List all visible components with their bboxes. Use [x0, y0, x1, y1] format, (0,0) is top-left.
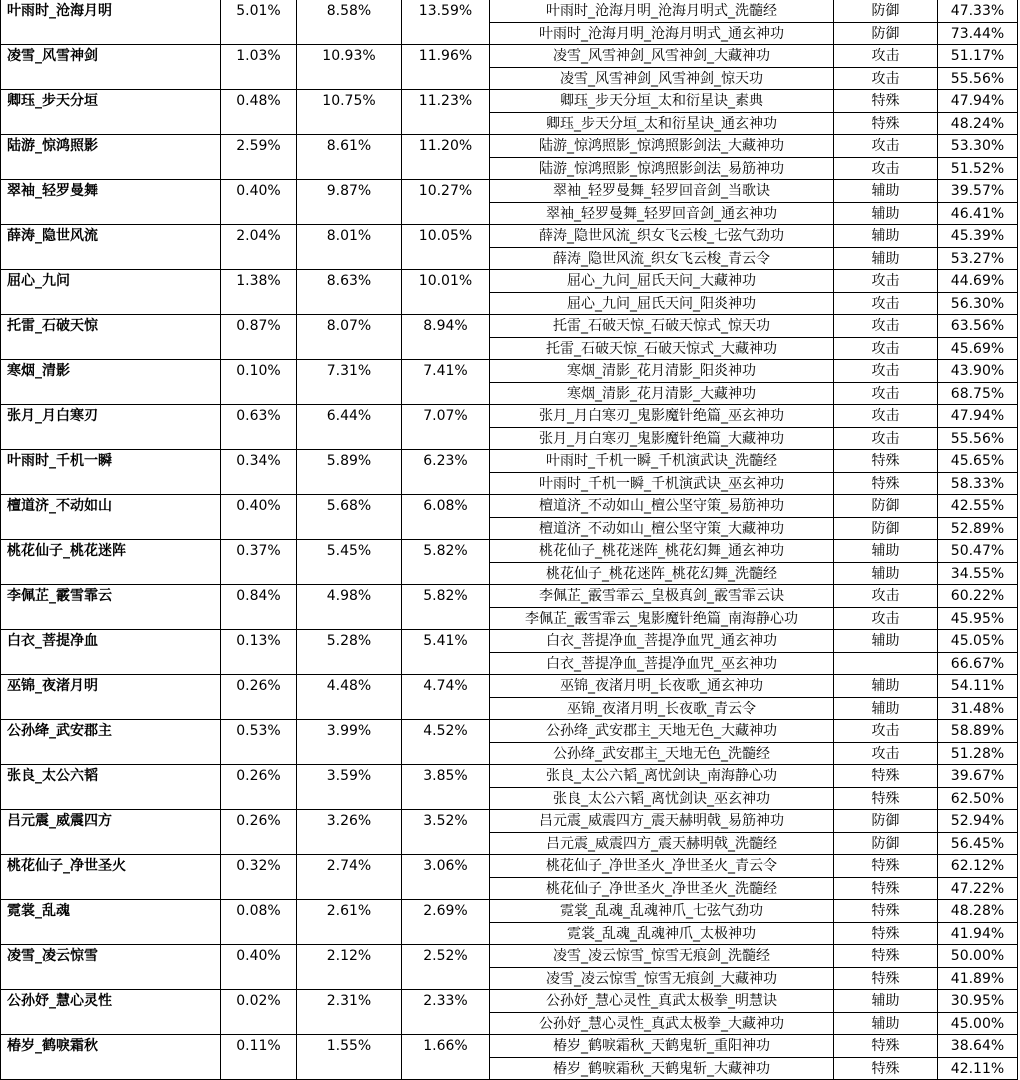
win-rate: 31.48% — [950, 700, 1005, 717]
build-combo: 叶雨时_千机一瞬_千机演武诀_洗髓经 — [546, 453, 777, 469]
hero-name: 公孙绛_武安郡主 — [7, 723, 112, 739]
usage-pct-1: 0.40% — [236, 183, 281, 199]
win-rate: 53.30% — [950, 138, 1005, 154]
usage-pct-total: 8.94% — [423, 318, 468, 334]
usage-pct-2: 3.99% — [326, 723, 372, 739]
build-type: 攻击 — [871, 610, 900, 627]
hero-name: 李佩芷_霰雪霏云 — [7, 588, 112, 604]
column-divider — [1017, 0, 1018, 1080]
build-combo: 陆游_惊鸿照影_惊鸿照影剑法_易筋神功 — [539, 160, 784, 177]
hero-name: 公孙妤_慧心灵性 — [7, 993, 112, 1009]
build-combo: 李佩芷_霰雪霏云_皇极真剑_霰雪霏云诀 — [539, 588, 784, 604]
hero-name: 卿珏_步天分垣 — [7, 93, 98, 109]
usage-pct-1: 0.08% — [236, 903, 281, 919]
build-combo: 凌雪_风雪神剑_风雪神剑_大藏神功 — [553, 48, 770, 64]
row-divider — [489, 112, 1018, 113]
build-combo: 桃花仙子_桃花迷阵_桃花幻舞_洗髓经 — [546, 565, 777, 582]
row-divider — [489, 832, 1018, 833]
usage-pct-1: 0.40% — [236, 948, 281, 964]
usage-pct-1: 0.02% — [236, 993, 281, 1009]
win-rate: 68.75% — [950, 385, 1005, 402]
build-type: 辅助 — [871, 633, 900, 649]
win-rate: 51.17% — [950, 48, 1005, 64]
build-combo: 桃花仙子_净世圣火_净世圣火_青云令 — [546, 858, 777, 874]
usage-pct-2: 10.75% — [322, 93, 376, 109]
build-type: 特殊 — [871, 453, 900, 469]
usage-pct-2: 10.93% — [322, 48, 376, 64]
win-rate: 51.52% — [950, 160, 1005, 177]
build-combo: 李佩芷_霰雪霏云_鬼影魔针绝篇_南海静心功 — [525, 610, 798, 627]
usage-pct-1: 0.48% — [236, 93, 281, 109]
usage-pct-2: 3.26% — [326, 813, 372, 829]
row-divider — [489, 1012, 1018, 1013]
build-type: 攻击 — [871, 70, 900, 87]
build-type: 攻击 — [871, 363, 900, 379]
build-combo: 卿珏_步天分垣_太和衍星诀_通玄神功 — [546, 115, 777, 132]
row-divider — [489, 697, 1018, 698]
usage-pct-total: 4.74% — [423, 678, 468, 694]
row-divider — [489, 607, 1018, 608]
win-rate: 54.11% — [950, 678, 1005, 694]
build-combo: 卿珏_步天分垣_太和衍星诀_素典 — [560, 93, 763, 109]
usage-pct-1: 0.84% — [236, 588, 281, 604]
build-combo: 公孙妤_慧心灵性_真武太极拳_大藏神功 — [539, 1015, 784, 1032]
hero-name: 陆游_惊鸿照影 — [7, 138, 98, 154]
usage-pct-1: 0.10% — [236, 363, 281, 379]
build-type: 防御 — [871, 25, 900, 42]
win-rate: 34.55% — [950, 565, 1005, 582]
build-combo: 寒烟_清影_花月清影_大藏神功 — [567, 385, 756, 402]
usage-pct-1: 0.87% — [236, 318, 281, 334]
row-divider — [489, 877, 1018, 878]
usage-pct-2: 5.28% — [326, 633, 372, 649]
win-rate: 45.65% — [950, 453, 1005, 469]
hero-name: 桃花仙子_桃花迷阵 — [7, 543, 126, 559]
build-type: 特殊 — [871, 790, 900, 807]
hero-name: 翠袖_轻罗曼舞 — [7, 183, 98, 199]
usage-pct-1: 0.34% — [236, 453, 281, 469]
build-combo: 张良_太公六韬_离忧剑诀_巫玄神功 — [553, 790, 770, 807]
build-type: 防御 — [871, 813, 900, 829]
win-rate: 39.57% — [950, 183, 1005, 199]
usage-pct-total: 5.82% — [423, 588, 468, 604]
build-type: 辅助 — [871, 678, 900, 694]
usage-pct-total: 4.52% — [423, 723, 468, 739]
win-rate: 45.69% — [950, 340, 1005, 357]
win-rate: 42.55% — [950, 498, 1005, 514]
hero-name: 薛涛_隐世风流 — [7, 228, 98, 244]
win-rate: 47.94% — [950, 93, 1005, 109]
build-type: 特殊 — [871, 903, 900, 919]
build-type: 防御 — [871, 3, 900, 19]
win-rate: 46.41% — [950, 205, 1005, 222]
win-rate: 58.33% — [950, 475, 1005, 492]
build-combo: 椿岁_鹤唳霜秋_天鹤鬼斩_重阳神功 — [553, 1038, 770, 1054]
build-combo: 霓裳_乱魂_乱魂神爪_太极神功 — [567, 925, 756, 942]
build-type: 辅助 — [871, 1015, 900, 1032]
build-type: 特殊 — [871, 925, 900, 942]
build-type: 特殊 — [871, 768, 900, 784]
usage-pct-2: 3.59% — [326, 768, 372, 784]
row-divider — [489, 652, 1018, 653]
win-rate: 62.50% — [950, 790, 1005, 807]
build-combo: 霓裳_乱魂_乱魂神爪_七弦气劲功 — [560, 903, 763, 919]
row-divider — [489, 382, 1018, 383]
build-combo: 翠袖_轻罗曼舞_轻罗回音剑_通玄神功 — [546, 205, 777, 222]
row-divider — [489, 1057, 1018, 1058]
usage-pct-total: 10.05% — [418, 228, 473, 244]
row-divider — [489, 742, 1018, 743]
win-rate: 45.95% — [950, 610, 1005, 627]
hero-name: 张良_太公六韬 — [7, 768, 98, 784]
build-type: 攻击 — [871, 385, 900, 402]
row-divider — [489, 337, 1018, 338]
usage-pct-2: 1.55% — [326, 1038, 372, 1054]
win-rate: 56.30% — [950, 295, 1005, 312]
build-combo: 叶雨时_沧海月明_沧海月明式_洗髓经 — [546, 3, 777, 19]
build-combo: 凌雪_风雪神剑_风雪神剑_惊天功 — [560, 70, 763, 87]
row-divider — [489, 922, 1018, 923]
build-combo: 凌雪_凌云惊雪_惊雪无痕剑_大藏神功 — [546, 970, 777, 987]
usage-pct-2: 6.44% — [326, 408, 372, 424]
hero-name: 凌雪_风雪神剑 — [7, 48, 98, 64]
usage-pct-1: 1.38% — [236, 273, 281, 289]
build-combo: 公孙绛_武安郡主_天地无色_洗髓经 — [553, 745, 770, 762]
usage-pct-total: 5.41% — [423, 633, 468, 649]
win-rate: 43.90% — [950, 363, 1005, 379]
usage-pct-1: 5.01% — [236, 3, 281, 19]
build-type: 辅助 — [871, 183, 900, 199]
hero-name: 叶雨时_千机一瞬 — [7, 453, 112, 469]
usage-pct-1: 0.53% — [236, 723, 281, 739]
usage-pct-total: 3.85% — [423, 768, 468, 784]
win-rate: 48.28% — [950, 903, 1005, 919]
build-combo: 檀道济_不动如山_檀公坚守策_大藏神功 — [539, 520, 784, 537]
build-type: 特殊 — [871, 93, 900, 109]
row-divider — [489, 472, 1018, 473]
build-type: 辅助 — [871, 543, 900, 559]
build-combo: 椿岁_鹤唳霜秋_天鹤鬼斩_大藏神功 — [553, 1060, 770, 1077]
usage-pct-1: 0.37% — [236, 543, 281, 559]
win-rate: 52.89% — [950, 520, 1005, 537]
win-rate: 38.64% — [950, 1038, 1005, 1054]
build-combo: 张月_月白寒刃_鬼影魔针绝篇_大藏神功 — [539, 430, 784, 447]
build-combo: 托雷_石破天惊_石破天惊式_大藏神功 — [546, 340, 777, 357]
usage-pct-total: 3.52% — [423, 813, 468, 829]
usage-pct-total: 11.96% — [418, 48, 473, 64]
hero-name: 檀道济_不动如山 — [7, 498, 112, 514]
win-rate: 47.22% — [950, 880, 1005, 897]
hero-name: 屈心_九问 — [7, 273, 70, 289]
build-combo: 公孙妤_慧心灵性_真武太极拳_明慧诀 — [546, 993, 777, 1009]
hero-name: 椿岁_鹤唳霜秋 — [7, 1038, 98, 1054]
hero-name: 白衣_菩提净血 — [7, 633, 98, 649]
usage-pct-1: 0.11% — [236, 1038, 281, 1054]
usage-pct-total: 7.07% — [423, 408, 468, 424]
usage-pct-2: 8.63% — [326, 273, 372, 289]
build-type: 特殊 — [871, 1060, 900, 1077]
build-type: 攻击 — [871, 408, 900, 424]
build-combo: 桃花仙子_净世圣火_净世圣火_洗髓经 — [546, 880, 777, 897]
hero-name: 桃花仙子_净世圣火 — [7, 858, 126, 874]
build-type: 特殊 — [871, 970, 900, 987]
build-type: 防御 — [871, 520, 900, 537]
build-combo: 叶雨时_沧海月明_沧海月明式_通玄神功 — [539, 25, 784, 42]
build-type: 辅助 — [871, 565, 900, 582]
win-rate: 62.12% — [950, 858, 1005, 874]
win-rate: 41.94% — [950, 925, 1005, 942]
usage-pct-2: 2.12% — [326, 948, 372, 964]
build-type: 特殊 — [871, 948, 900, 964]
build-combo: 公孙绛_武安郡主_天地无色_大藏神功 — [546, 723, 777, 739]
row-divider — [489, 967, 1018, 968]
build-combo: 屈心_九问_屈氏天问_大藏神功 — [567, 273, 756, 289]
build-combo: 托雷_石破天惊_石破天惊式_惊天功 — [553, 318, 770, 334]
win-rate: 50.47% — [950, 543, 1005, 559]
build-type: 特殊 — [871, 475, 900, 492]
build-combo: 陆游_惊鸿照影_惊鸿照影剑法_大藏神功 — [539, 138, 784, 154]
usage-pct-2: 8.01% — [326, 228, 372, 244]
usage-pct-total: 2.52% — [423, 948, 468, 964]
win-rate: 45.05% — [950, 633, 1005, 649]
build-type: 特殊 — [871, 1038, 900, 1054]
build-type — [834, 653, 937, 675]
usage-pct-total: 1.66% — [423, 1038, 468, 1054]
win-rate: 66.67% — [950, 655, 1005, 672]
win-rate: 47.94% — [950, 408, 1005, 424]
usage-pct-1: 0.26% — [236, 813, 281, 829]
usage-pct-total: 11.20% — [418, 138, 473, 154]
build-type: 攻击 — [871, 430, 900, 447]
row-divider — [489, 787, 1018, 788]
row-divider — [489, 247, 1018, 248]
hero-name: 叶雨时_沧海月明 — [7, 3, 112, 19]
usage-pct-total: 10.27% — [418, 183, 473, 199]
usage-pct-1: 1.03% — [236, 48, 281, 64]
build-combo: 叶雨时_千机一瞬_千机演武诀_巫玄神功 — [539, 475, 784, 492]
build-type: 防御 — [871, 498, 900, 514]
usage-pct-total: 11.23% — [418, 93, 473, 109]
hero-name: 霓裳_乱魂 — [7, 903, 70, 919]
usage-pct-2: 2.61% — [326, 903, 372, 919]
win-rate: 55.56% — [950, 70, 1005, 87]
build-type: 辅助 — [871, 228, 900, 244]
build-type: 攻击 — [871, 273, 900, 289]
build-type: 攻击 — [871, 318, 900, 334]
build-combo: 张良_太公六韬_离忧剑诀_南海静心功 — [546, 768, 777, 784]
hero-name: 凌雪_凌云惊雪 — [7, 948, 98, 964]
usage-pct-2: 7.31% — [326, 363, 372, 379]
build-combo: 桃花仙子_桃花迷阵_桃花幻舞_通玄神功 — [539, 543, 784, 559]
hero-name: 巫锦_夜渚月明 — [7, 678, 98, 694]
win-rate: 39.67% — [950, 768, 1005, 784]
win-rate: 60.22% — [950, 588, 1005, 604]
build-type: 特殊 — [871, 880, 900, 897]
win-rate: 47.33% — [950, 3, 1005, 19]
build-type: 攻击 — [871, 295, 900, 312]
build-type: 特殊 — [871, 858, 900, 874]
build-type: 特殊 — [871, 115, 900, 132]
usage-pct-2: 2.31% — [326, 993, 372, 1009]
build-combo: 凌雪_凌云惊雪_惊雪无痕剑_洗髓经 — [553, 948, 770, 964]
hero-name: 张月_月白寒刃 — [7, 408, 98, 424]
win-rate: 30.95% — [950, 993, 1005, 1009]
hero-name: 吕元震_威震四方 — [7, 813, 112, 829]
build-type: 攻击 — [871, 588, 900, 604]
row-divider — [489, 517, 1018, 518]
usage-pct-total: 6.23% — [423, 453, 468, 469]
row-divider — [489, 157, 1018, 158]
row-divider — [489, 292, 1018, 293]
win-rate: 41.89% — [950, 970, 1005, 987]
usage-pct-2: 8.61% — [326, 138, 372, 154]
build-combo: 檀道济_不动如山_檀公坚守策_易筋神功 — [539, 498, 784, 514]
hero-name: 寒烟_清影 — [7, 363, 70, 379]
row-divider — [489, 427, 1018, 428]
build-combo: 白衣_菩提净血_菩提净血咒_通玄神功 — [546, 633, 777, 649]
usage-pct-total: 13.59% — [418, 3, 473, 19]
usage-pct-total: 2.69% — [423, 903, 468, 919]
build-type: 攻击 — [871, 48, 900, 64]
build-combo: 屈心_九问_屈氏天问_阳炎神功 — [567, 295, 756, 312]
usage-pct-2: 5.45% — [326, 543, 372, 559]
win-rate: 53.27% — [950, 250, 1005, 267]
build-type: 辅助 — [871, 250, 900, 267]
win-rate: 45.00% — [950, 1015, 1005, 1032]
usage-pct-1: 0.32% — [236, 858, 281, 874]
build-type: 攻击 — [871, 745, 900, 762]
build-combo: 翠袖_轻罗曼舞_轻罗回音剑_当歌诀 — [553, 183, 770, 199]
usage-pct-1: 0.63% — [236, 408, 281, 424]
win-rate: 44.69% — [950, 273, 1005, 289]
row-divider — [489, 22, 1018, 23]
build-type: 辅助 — [871, 993, 900, 1009]
usage-pct-total: 3.06% — [423, 858, 468, 874]
win-rate: 63.56% — [950, 318, 1005, 334]
usage-pct-2: 4.98% — [326, 588, 372, 604]
win-rate: 51.28% — [950, 745, 1005, 762]
build-type: 攻击 — [871, 138, 900, 154]
win-rate: 73.44% — [950, 25, 1005, 42]
usage-pct-total: 7.41% — [423, 363, 468, 379]
usage-pct-2: 8.58% — [326, 3, 372, 19]
build-combo: 张月_月白寒刃_鬼影魔针绝篇_巫玄神功 — [539, 408, 784, 424]
usage-pct-2: 8.07% — [326, 318, 372, 334]
row-divider — [489, 67, 1018, 68]
build-combo: 巫锦_夜渚月明_长夜歌_通玄神功 — [560, 678, 763, 694]
usage-pct-2: 5.68% — [326, 498, 372, 514]
win-rate: 56.45% — [950, 835, 1005, 852]
win-rate: 58.89% — [950, 723, 1005, 739]
usage-pct-total: 2.33% — [423, 993, 468, 1009]
usage-pct-1: 0.13% — [236, 633, 281, 649]
row-divider — [489, 562, 1018, 563]
win-rate: 50.00% — [950, 948, 1005, 964]
build-type: 防御 — [871, 835, 900, 852]
usage-pct-1: 2.59% — [236, 138, 281, 154]
win-rate: 55.56% — [950, 430, 1005, 447]
win-rate: 45.39% — [950, 228, 1005, 244]
usage-pct-1: 0.26% — [236, 678, 281, 694]
build-combo: 寒烟_清影_花月清影_阳炎神功 — [567, 363, 756, 379]
usage-pct-total: 10.01% — [418, 273, 473, 289]
build-type: 攻击 — [871, 340, 900, 357]
build-type: 辅助 — [871, 205, 900, 222]
build-combo: 巫锦_夜渚月明_长夜歌_青云令 — [567, 700, 756, 717]
hero-name: 托雷_石破天惊 — [7, 318, 98, 334]
build-combo: 白衣_菩提净血_菩提净血咒_巫玄神功 — [546, 655, 777, 672]
build-combo: 吕元震_威震四方_震天赫明戟_洗髓经 — [546, 835, 777, 852]
build-type: 辅助 — [871, 700, 900, 717]
build-type: 攻击 — [871, 723, 900, 739]
usage-pct-2: 9.87% — [326, 183, 372, 199]
usage-pct-2: 5.89% — [326, 453, 372, 469]
win-rate: 42.11% — [950, 1060, 1005, 1077]
usage-pct-2: 2.74% — [326, 858, 372, 874]
usage-pct-1: 0.26% — [236, 768, 281, 784]
win-rate: 52.94% — [950, 813, 1005, 829]
usage-pct-total: 6.08% — [423, 498, 468, 514]
usage-pct-1: 2.04% — [236, 228, 281, 244]
usage-pct-2: 4.48% — [326, 678, 372, 694]
usage-pct-total: 5.82% — [423, 543, 468, 559]
win-rate: 48.24% — [950, 115, 1005, 132]
build-type: 攻击 — [871, 160, 900, 177]
build-combo: 吕元震_威震四方_震天赫明戟_易筋神功 — [539, 813, 784, 829]
usage-pct-1: 0.40% — [236, 498, 281, 514]
build-combo: 薛涛_隐世风流_织女飞云梭_青云令 — [553, 250, 770, 267]
row-divider — [489, 202, 1018, 203]
build-combo: 薛涛_隐世风流_织女飞云梭_七弦气劲功 — [539, 228, 784, 244]
